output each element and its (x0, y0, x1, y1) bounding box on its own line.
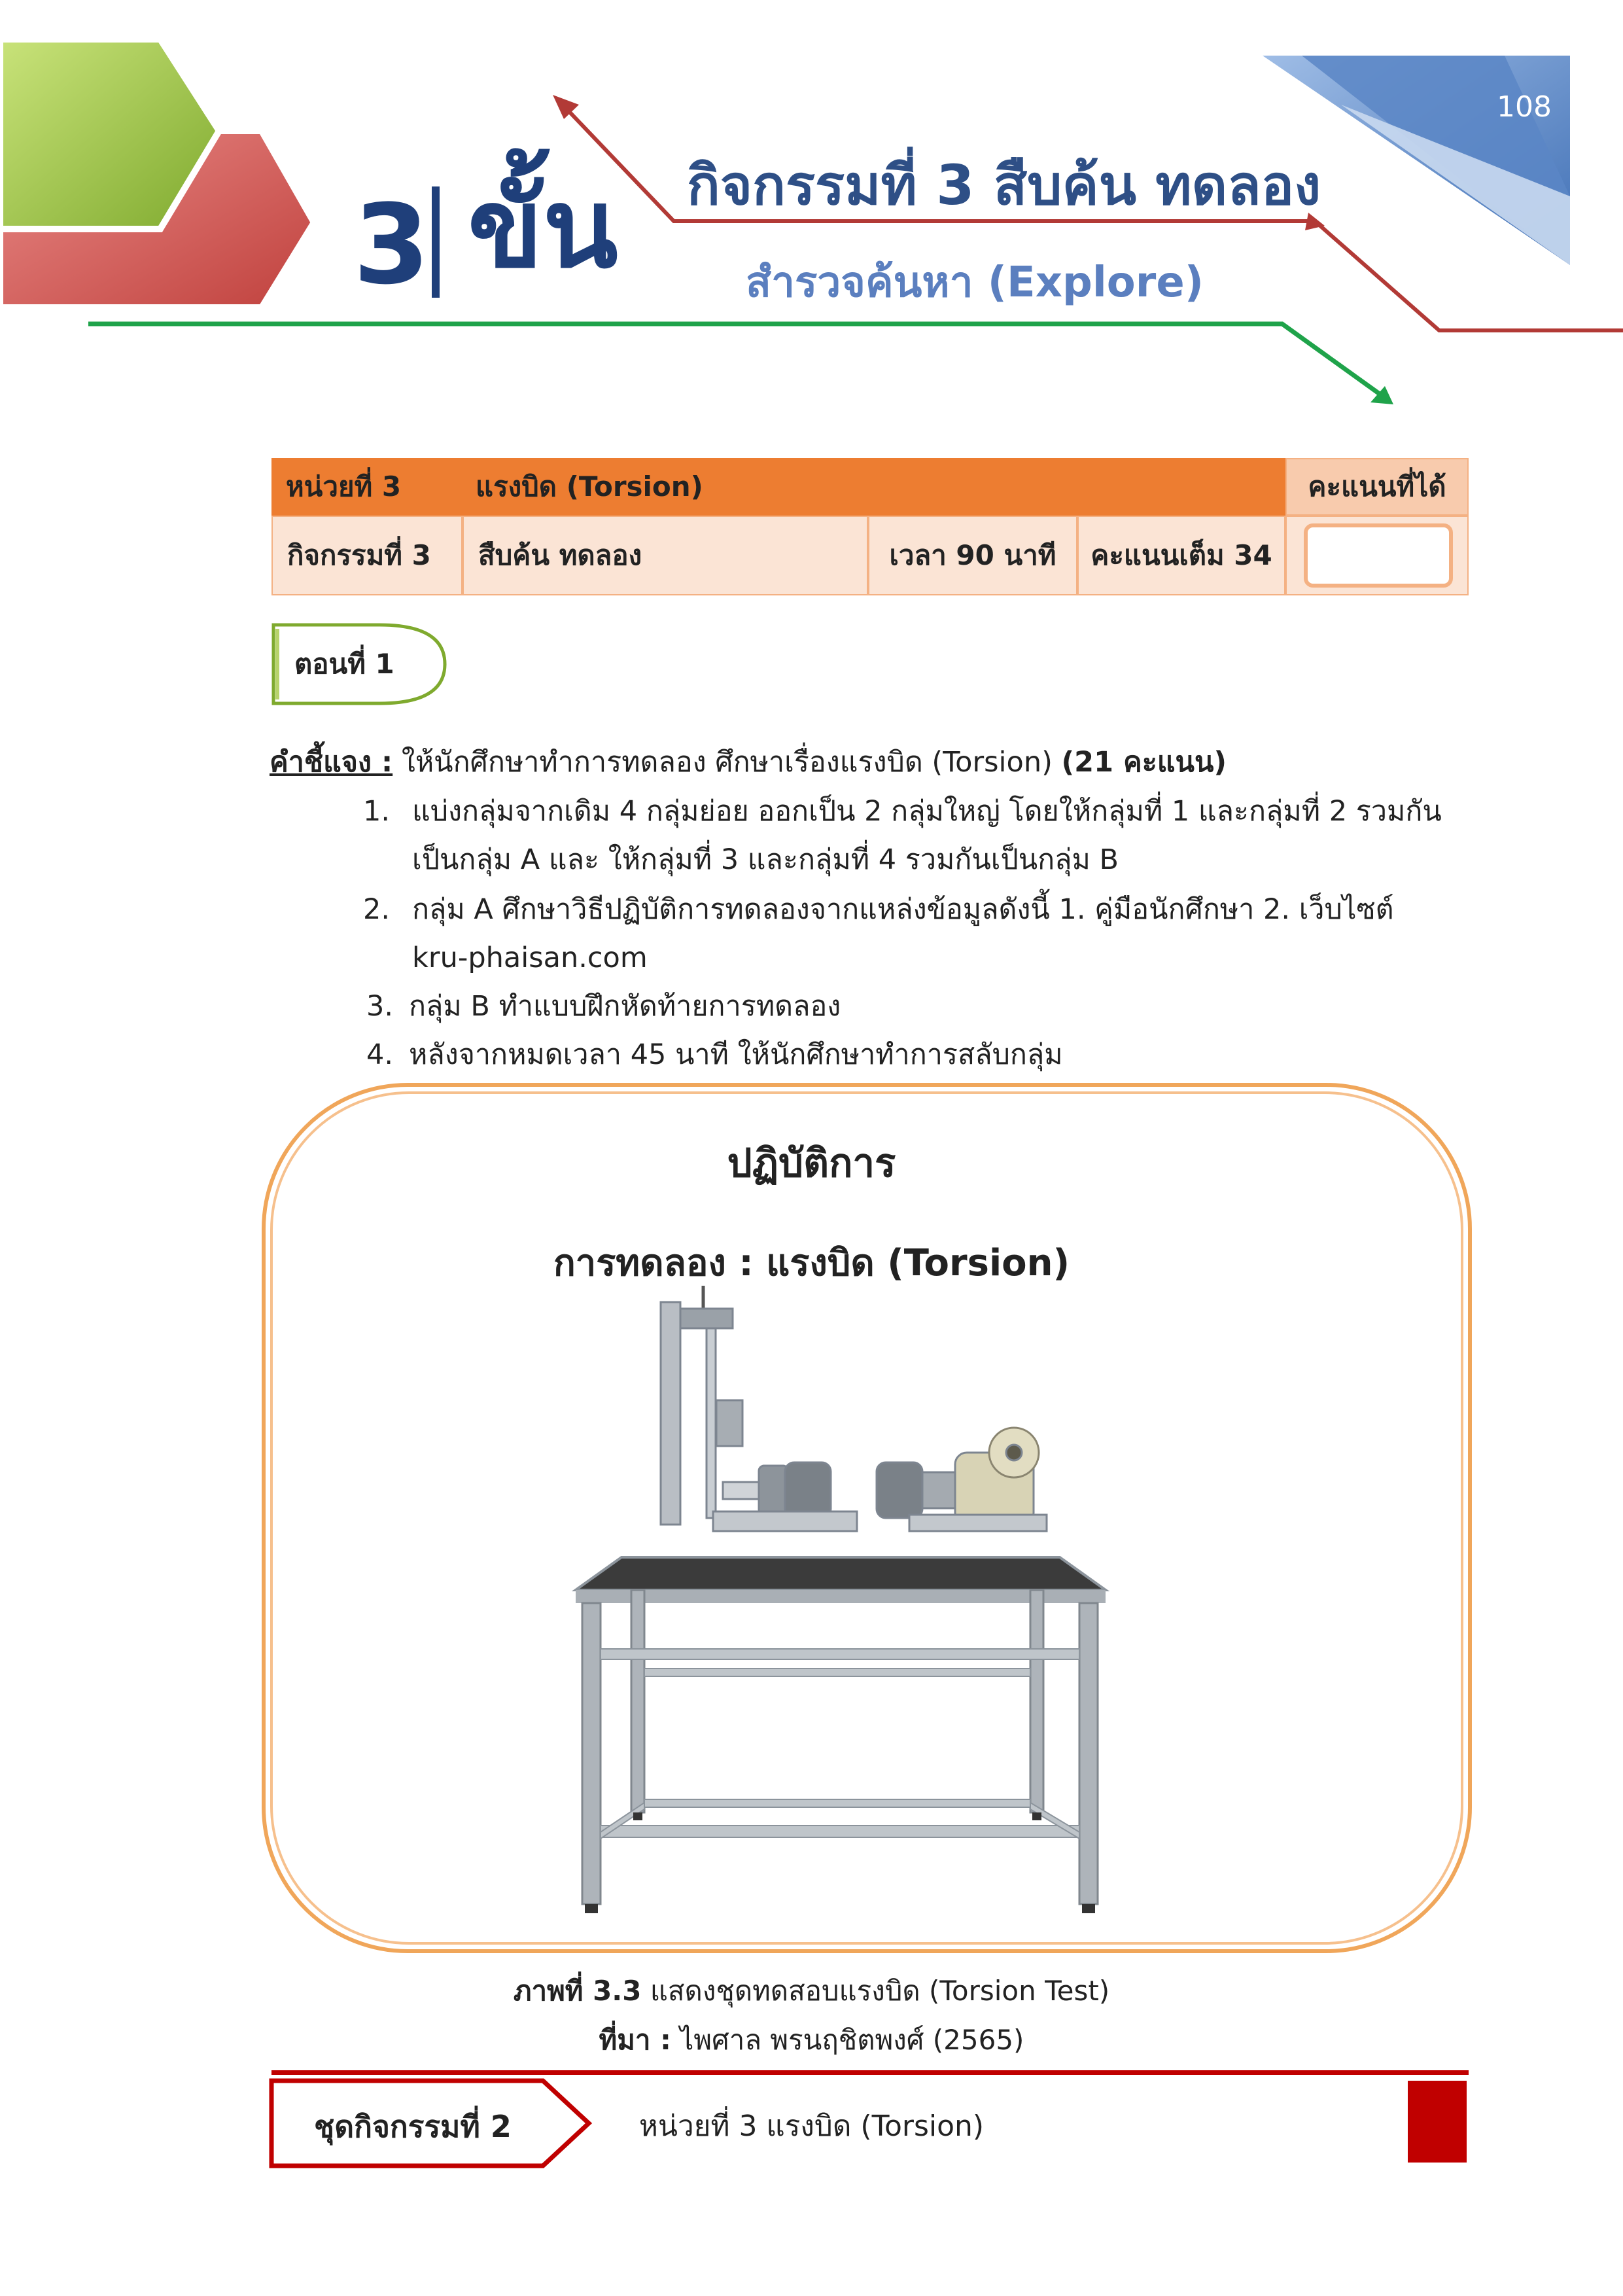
list-item-line: กลุ่ม A ศึกษาวิธีปฏิบัติการทดลองจากแหล่งข้อมูลดังนี้ 1. คู่มือนักศึกษา 2. เว็บไซต์ (412, 893, 1394, 926)
list-item-line: kru-phaisan.com (412, 942, 648, 974)
figure-caption (0, 1969, 1623, 2013)
part-label: ตอนที่ 1 (294, 648, 394, 680)
full-score-cell: คะแนนเต็ม 34 (1077, 516, 1285, 595)
list-item-line: แบ่งกลุ่มจากเดิม 4 กลุ่มย่อย ออกเป็น 2 กลุ่มใหญ่ โดยให้กลุ่มที่ 1 และกลุ่มที่ 2 รวมกัน (412, 795, 1442, 828)
instructions-text: ให้นักศึกษาทำการทดลอง ศึกษาเรื่องแรงบิด (Torsion) (393, 746, 1062, 779)
source-text: ไพศาล พรนฤชิตพงศ์ (2565) (671, 2024, 1024, 2056)
list-item-number: 1. (363, 795, 391, 828)
green-arrow-line (88, 324, 1387, 399)
table-header-row (271, 458, 1285, 516)
step-word: ขั้น (468, 164, 618, 292)
instructions-points: (21 คะแนน) (1061, 746, 1227, 779)
source-label: ที่มา : (599, 2024, 671, 2056)
info-table (271, 458, 1469, 595)
activity-name-cell: สืบค้น ทดลอง (462, 516, 868, 595)
activity-label-cell: กิจกรรมที่ 3 (271, 516, 462, 595)
unit-name: แรงบิด (Torsion) (476, 470, 703, 503)
page-number: 108 (1497, 90, 1552, 124)
list-item-number: 3. (366, 990, 394, 1023)
list-item-line: กลุ่ม B ทำแบบฝึกหัดท้ายการทดลอง (409, 990, 841, 1023)
activity-heading: กิจกรรมที่ 3 สืบค้น ทดลอง (687, 153, 1321, 217)
time-cell: เวลา 90 นาที (868, 516, 1077, 595)
lab-title: ปฏิบัติการ (727, 1140, 896, 1186)
instructions-label: คำชี้แจง : (270, 746, 393, 779)
list-item (363, 885, 390, 934)
list-item-line: หลังจากหมดเวลา 45 นาที ให้นักศึกษาทำการสลับกลุ่ม (409, 1038, 1063, 1071)
score-header: คะแนนที่ได้ (1285, 458, 1469, 516)
figure-label: ภาพที่ 3.3 (513, 1975, 642, 2007)
instructions-lead (270, 738, 1227, 786)
list-item-line: เป็นกลุ่ม A และ ให้กลุ่มที่ 3 และกลุ่มที่ 4 รวมกันเป็นกลุ่ม B (412, 843, 1119, 876)
list-item (366, 1031, 393, 1079)
lab-subtitle: การทดลอง : แรงบิด (Torsion) (553, 1242, 1070, 1284)
figure-source (0, 2019, 1623, 2062)
score-input-box[interactable] (1304, 523, 1453, 588)
torsion-test-apparatus-image (563, 1282, 1151, 1924)
unit-label: หน่วยที่ 3 (286, 470, 402, 503)
footer-center-text: หน่วยที่ 3 แรงบิด (Torsion) (638, 2110, 985, 2143)
list-item-number: 2. (363, 893, 391, 926)
list-item-number: 4. (366, 1038, 394, 1071)
list-item (363, 787, 390, 836)
list-item (366, 982, 393, 1031)
step-number: 3 (353, 181, 430, 309)
figure-text: แสดงชุดทดสอบแรงบิด (Torsion Test) (641, 1975, 1110, 2007)
phase-label: สำรวจค้นหา (Explore) (746, 258, 1204, 307)
footer-left-label: ชุดกิจกรรมที่ 2 (314, 2109, 512, 2144)
